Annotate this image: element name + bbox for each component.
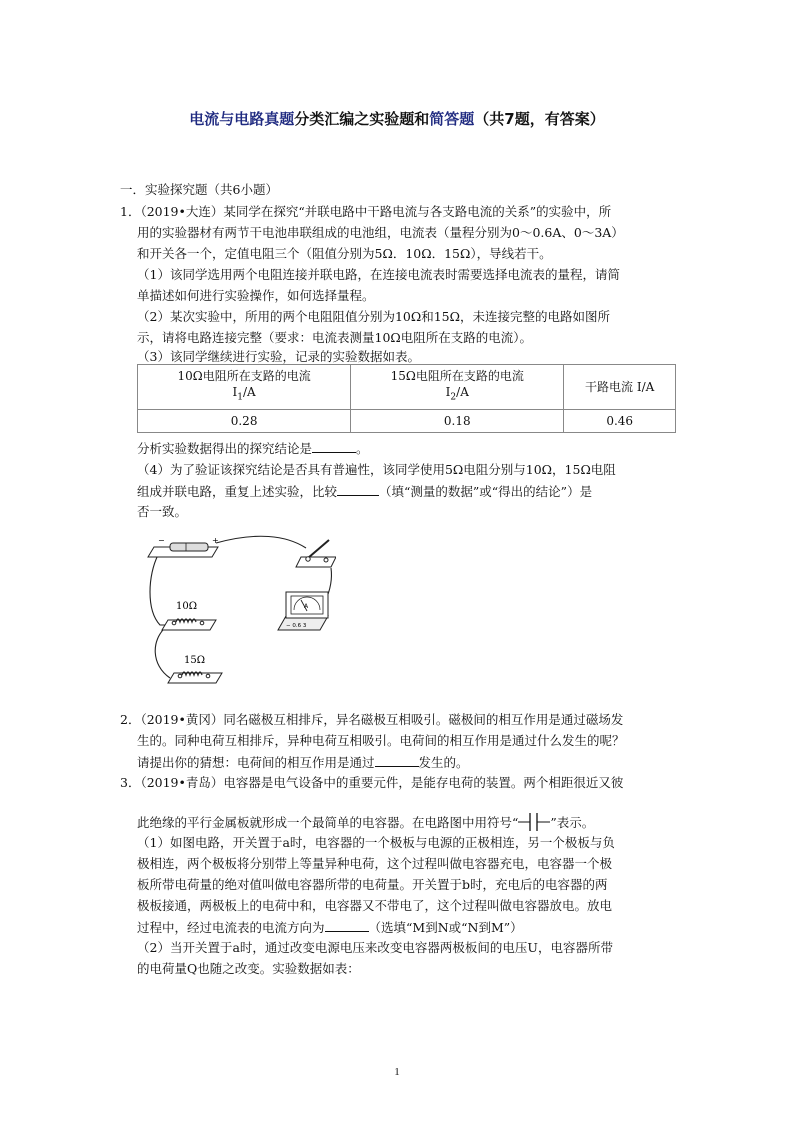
q3-line5: 板所带电荷量的绝对值叫做电容器所带的电荷量。开关置于b时，充电后的电容器的两 [137,877,608,892]
resistor-10-base [162,620,216,630]
q3-answer-blank[interactable] [325,919,369,932]
q1-line10 [137,483,592,500]
table-header-1-subscript: 1 [237,392,243,403]
table-header-row [138,365,676,410]
q2-answer-blank[interactable] [375,754,419,767]
q1-data-table [137,364,676,433]
page-number: 1 [394,1066,400,1078]
title-part4: （共7题，有答案） [474,110,605,128]
battery-cells [170,543,208,551]
q3-line8: （2）当开关置于a时，通过改变电源电压来改变电容器两极板间的电压U，电容器所带 [137,940,613,955]
table-cell-i: 0.46 [564,410,676,433]
q1-answer-blank-1[interactable] [312,440,356,453]
resistor-10-label: 10Ω [176,601,198,612]
circuit-figure [146,530,336,695]
q3-line1: 3．（2019•青岛）电容器是电气设备中的重要元件，是能存电荷的装置。两个相距很近又彼 [120,775,624,790]
q1-line7: 示，请将电路连接完整（要求：电流表测量10Ω电阻所在支路的电流）。 [137,330,533,345]
q1-line9: （4）为了验证该探究结论是否具有普遍性，该同学使用5Ω电阻分别与10Ω，15Ω电阻 [137,462,616,477]
wire-battery-to-10ohm [150,555,182,625]
ammeter-terminal-labels: − 0.6 3 [286,623,307,629]
q3-line7-end: （选填“M到N或“N到M”） [368,920,523,935]
table-header-2-line1: 15Ω电阻所在支路的电流 [390,369,524,384]
q3-line7 [137,919,523,936]
q1-line2: 用的实验器材有两节干电池串联组成的电池组，电流表（量程分别为0～0.6A、0～3A） [137,225,624,240]
table-header-1-symbol: I [232,385,238,400]
switch-pivot [306,557,310,561]
table-header-2-unit: /A [456,385,469,400]
q1-conclusion-end: 。 [356,441,369,456]
switch-contact [324,558,328,562]
table-header-cell-2 [351,365,564,410]
title-part2: 分类汇编之实验题和 [294,110,430,128]
q2-line3-start: 请提出你的猜想：电荷间的相互作用是通过 [137,755,375,770]
battery-plus-label: + [212,536,219,545]
title-part3: 简答题 [429,110,475,128]
section-heading: 一．实验探究题（共6小题） [120,182,278,197]
q3-line9: 的电荷量Q也随之改变。实验数据如表： [137,961,360,976]
table-header-2-symbol: I [445,385,451,400]
q3-line4: 极相连，两个极板将分别带上等量异种电荷，这个过程叫做电容器充电，电容器一个极 [137,856,613,871]
q1-line10-end: （填“测量的数据”或“得出的结论”）是 [379,484,593,499]
q2-line3-end: 发生的。 [418,755,469,770]
table-header-1-line2 [138,384,350,405]
q1-line4: （1）该同学选用两个电阻连接并联电路，在连接电流表时需要选择电流表的量程，请简 [137,267,620,282]
resistor-10-terminal-left [172,621,176,625]
table-header-1-line1: 10Ω电阻所在支路的电流 [177,369,311,384]
q3-line2 [137,812,594,832]
wire-battery-to-switch [216,536,306,548]
page-title [0,108,794,129]
table-header-1-unit: /A [242,385,256,400]
q1-line3: 和开关各一个，定值电阻三个（阻值分别为5Ω．10Ω．15Ω），导线若干。 [137,246,552,261]
battery-minus-label: − [158,536,165,545]
switch-lever [308,540,329,558]
q3-line3: （1）如图电路，开关置于a时，电容器的一个极板与电源的正极相连，另一个极板与负 [137,835,615,850]
q2-line1: 2．（2019•黄冈）同名磁极互相排斥，异名磁极互相吸引。磁极间的相互作用是通过磁场发 [120,712,624,727]
resistor-15-terminal-right [206,674,210,678]
table-header-cell-3: 干路电流 I/A [564,365,676,410]
q2-line3 [137,754,469,771]
wire-10ohm-to-15ohm [155,627,170,678]
q3-line2-end: ”表示。 [550,815,595,830]
q3-line2-start: 此绝缘的平行金属板就形成一个最简单的电容器。在电路图中用符号“ [137,815,519,830]
table-cell-i2: 0.18 [351,410,564,433]
q3-line7-start: 过程中，经过电流表的电流方向为 [137,920,325,935]
title-part1: 电流与电路真题 [189,110,295,128]
q1-conclusion-text: 分析实验数据得出的探究结论是 [137,441,313,456]
q1-line6: （2）某次实验中，所用的两个电阻阻值分别为10Ω和15Ω，未连接完整的电路如图所 [137,309,610,324]
q1-line1: 1．（2019•大连）某同学在探究“并联电路中干路电流与各支路电流的关系”的实验中，所 [120,204,612,219]
q1-conclusion-line [137,440,369,457]
capacitor-symbol-icon [518,812,550,832]
q3-line6: 极板接通，两极板上的电荷中和，电容器又不带电了，这个过程叫做电容器放电。放电 [137,898,613,913]
q1-line5: 单描述如何进行实验操作，如何选择量程。 [137,288,375,303]
resistor-15-terminal-left [178,674,182,678]
q1-line8: （3）该同学继续进行实验，记录的实验数据如表。 [137,349,420,364]
table-cell-i1: 0.28 [138,410,351,433]
resistor-10-terminal-right [200,621,204,625]
ammeter-a-label: A [304,603,309,610]
q1-line11: 否一致。 [137,504,188,519]
table-header-2-line2 [351,384,563,405]
table-row [138,410,676,433]
table-header-cell-1 [138,365,351,410]
resistor-15-base [168,673,222,683]
q1-answer-blank-2[interactable] [337,483,379,496]
switch-base [296,557,336,567]
table-header-2-subscript: 2 [450,392,457,403]
q1-line10-start: 组成并联电路，重复上述实验，比较 [137,484,338,499]
resistor-15-label: 15Ω [184,655,206,666]
q2-line2: 生的。同种电荷互相排斥，异种电荷互相吸引。电荷间的相互作用是通过什么发生的呢？ [137,733,625,748]
